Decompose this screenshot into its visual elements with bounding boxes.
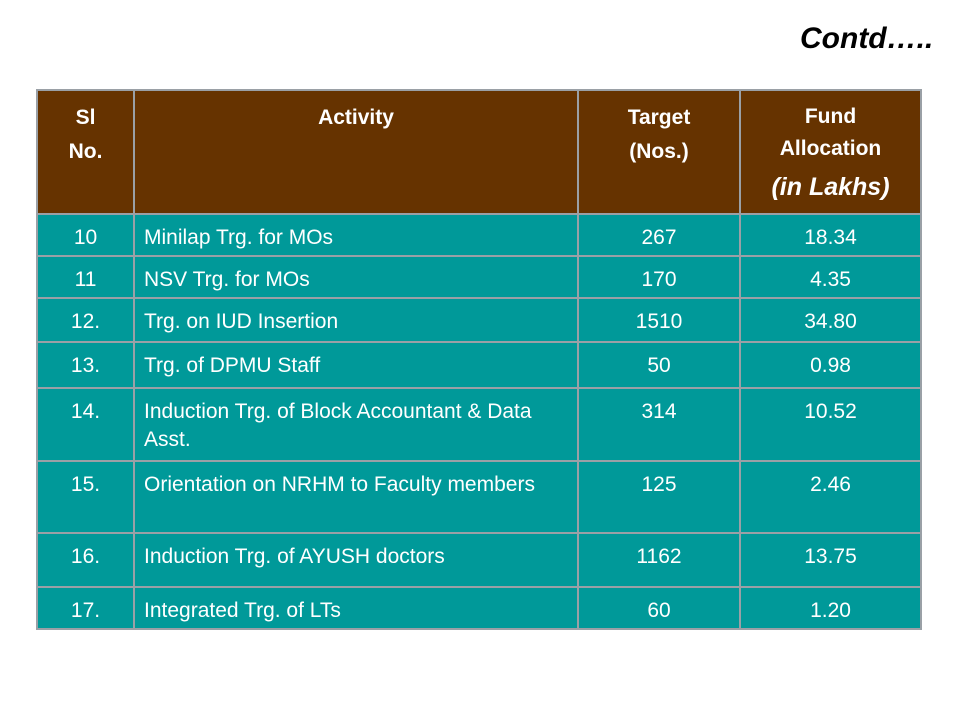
cell-target: 60 [578,587,740,629]
cell-sl: 10 [37,214,134,256]
header-target-line2: (Nos.) [629,140,689,163]
cell-sl: 13. [37,342,134,388]
cell-fund: 4.35 [740,256,921,298]
cell-fund: 0.98 [740,342,921,388]
cell-target: 267 [578,214,740,256]
cell-sl: 14. [37,388,134,461]
table-row [37,461,921,533]
cell-sl: 11 [37,256,134,298]
table-row [37,342,921,388]
page-heading: Contd….. [800,22,934,55]
cell-fund: 18.34 [740,214,921,256]
header-sl-line2: No. [68,140,103,163]
header-fund-line2: Allocation [779,137,882,160]
activity-table [36,89,922,630]
header-fund-allocation [740,90,921,214]
cell-sl: 15. [37,461,134,533]
cell-activity: Trg. on IUD Insertion [134,298,578,342]
cell-activity: Trg. of DPMU Staff [134,342,578,388]
cell-fund: 1.20 [740,587,921,629]
table-row [37,388,921,461]
header-sl-no [37,90,134,214]
header-target [578,90,740,214]
cell-target: 170 [578,256,740,298]
table-row [37,298,921,342]
cell-activity: Integrated Trg. of LTs [134,587,578,629]
table-row [37,533,921,587]
header-activity [134,90,578,214]
cell-activity: Induction Trg. of Block Accountant & Data Asst. [134,388,578,461]
cell-activity: Minilap Trg. for MOs [134,214,578,256]
header-fund-line1: Fund [804,105,857,128]
cell-sl: 12. [37,298,134,342]
header-fund-unit: (in Lakhs) [771,173,890,201]
cell-target: 1510 [578,298,740,342]
table-header-row [37,90,921,214]
cell-target: 125 [578,461,740,533]
table-row [37,587,921,629]
header-activity-label: Activity [318,106,394,129]
cell-target: 314 [578,388,740,461]
cell-activity: Orientation on NRHM to Faculty members [134,461,578,533]
cell-activity: Induction Trg. of AYUSH doctors [134,533,578,587]
header-target-line1: Target [627,106,691,129]
cell-activity: NSV Trg. for MOs [134,256,578,298]
cell-target: 50 [578,342,740,388]
cell-fund: 2.46 [740,461,921,533]
cell-fund: 10.52 [740,388,921,461]
cell-fund: 34.80 [740,298,921,342]
cell-target: 1162 [578,533,740,587]
cell-sl: 17. [37,587,134,629]
table-row [37,256,921,298]
cell-fund: 13.75 [740,533,921,587]
cell-sl: 16. [37,533,134,587]
table-row [37,214,921,256]
header-sl-line1: Sl [75,106,96,129]
